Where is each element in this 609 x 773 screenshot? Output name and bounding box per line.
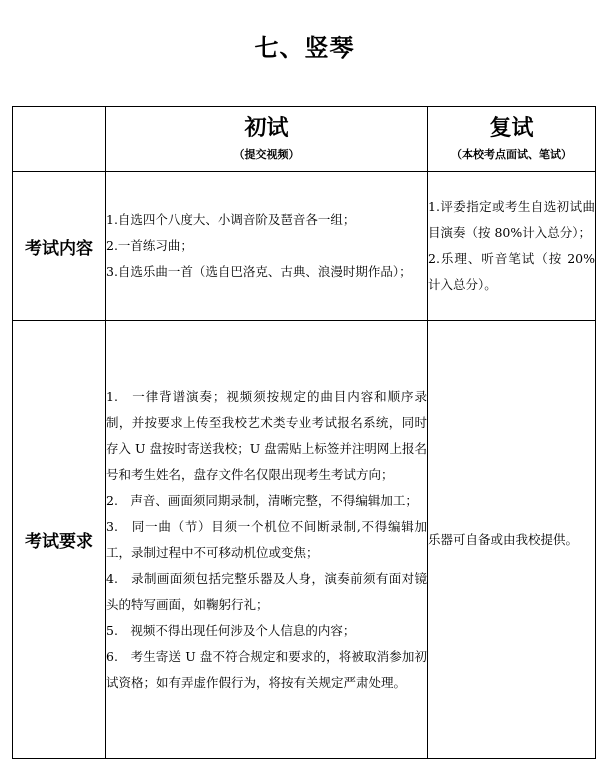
row-label-requirements: 考试要求 xyxy=(13,321,106,759)
list-item: 6. 考生寄送 U 盘不符合规定和要求的，将被取消参加初试资格；如有弄虚作假行为，将按有关规定严肃处理。 xyxy=(106,648,427,690)
list-item: 5. 视频不得出现任何涉及个人信息的内容； xyxy=(106,622,356,638)
header-initial-cell xyxy=(106,107,428,172)
list-item: 2.乐理、听音笔试（按 20%计入总分）。 xyxy=(428,251,595,292)
list-item: 3.自选乐曲一首（选自巴洛克、古典、浪漫时期作品）； xyxy=(106,264,412,279)
requirements-initial-cell xyxy=(106,321,428,759)
list-item: 3. 同一曲（节）目须一个机位不间断录制,不得编辑加工，录制过程中不可移动机位或变焦； xyxy=(106,518,427,560)
header-retest-cell xyxy=(428,107,596,172)
requirements-retest-cell xyxy=(428,321,596,759)
table-header-row xyxy=(13,107,596,172)
page-title: 七、竖琴 xyxy=(254,34,355,62)
list-item: 2. 声音、画面须同期录制，清晰完整，不得编辑加工； xyxy=(106,492,418,508)
list-item: 4. 录制画面须包括完整乐器及人身，演奏前须有面对镜头的特写画面，如鞠躬行礼； xyxy=(106,570,427,612)
initial-subtitle: （提交视频） xyxy=(233,148,300,161)
content-retest-cell xyxy=(428,172,596,321)
initial-title: 初试 xyxy=(244,116,289,141)
list-item: 1.评委指定或考生自选初试曲目演奏（按 80%计入总分）； xyxy=(428,199,595,240)
list-item: 乐器可自备或由我校提供。 xyxy=(428,531,579,547)
list-item: 1. 一律背谱演奏；视频须按规定的曲目内容和顺序录制，并按要求上传至我校艺术类专业考试报名系统，同时存入 U 盘按时寄送我校；U 盘需贴上标签并注明网上报名号和考生姓名，盘存文件名仅限出现考生考试方向； xyxy=(106,388,427,482)
retest-title: 复试 xyxy=(489,116,534,141)
content-initial-cell xyxy=(106,172,428,321)
table-row xyxy=(13,172,596,321)
row-label-content: 考试内容 xyxy=(13,172,106,321)
list-item: 1.自选四个八度大、小调音阶及琶音各一组； xyxy=(106,212,356,227)
retest-subtitle: （本校考点面试、笔试） xyxy=(451,148,572,161)
exam-table xyxy=(12,106,596,759)
header-empty-cell xyxy=(13,107,106,172)
list-item: 2.一首练习曲； xyxy=(106,238,193,253)
table-row xyxy=(13,321,596,759)
